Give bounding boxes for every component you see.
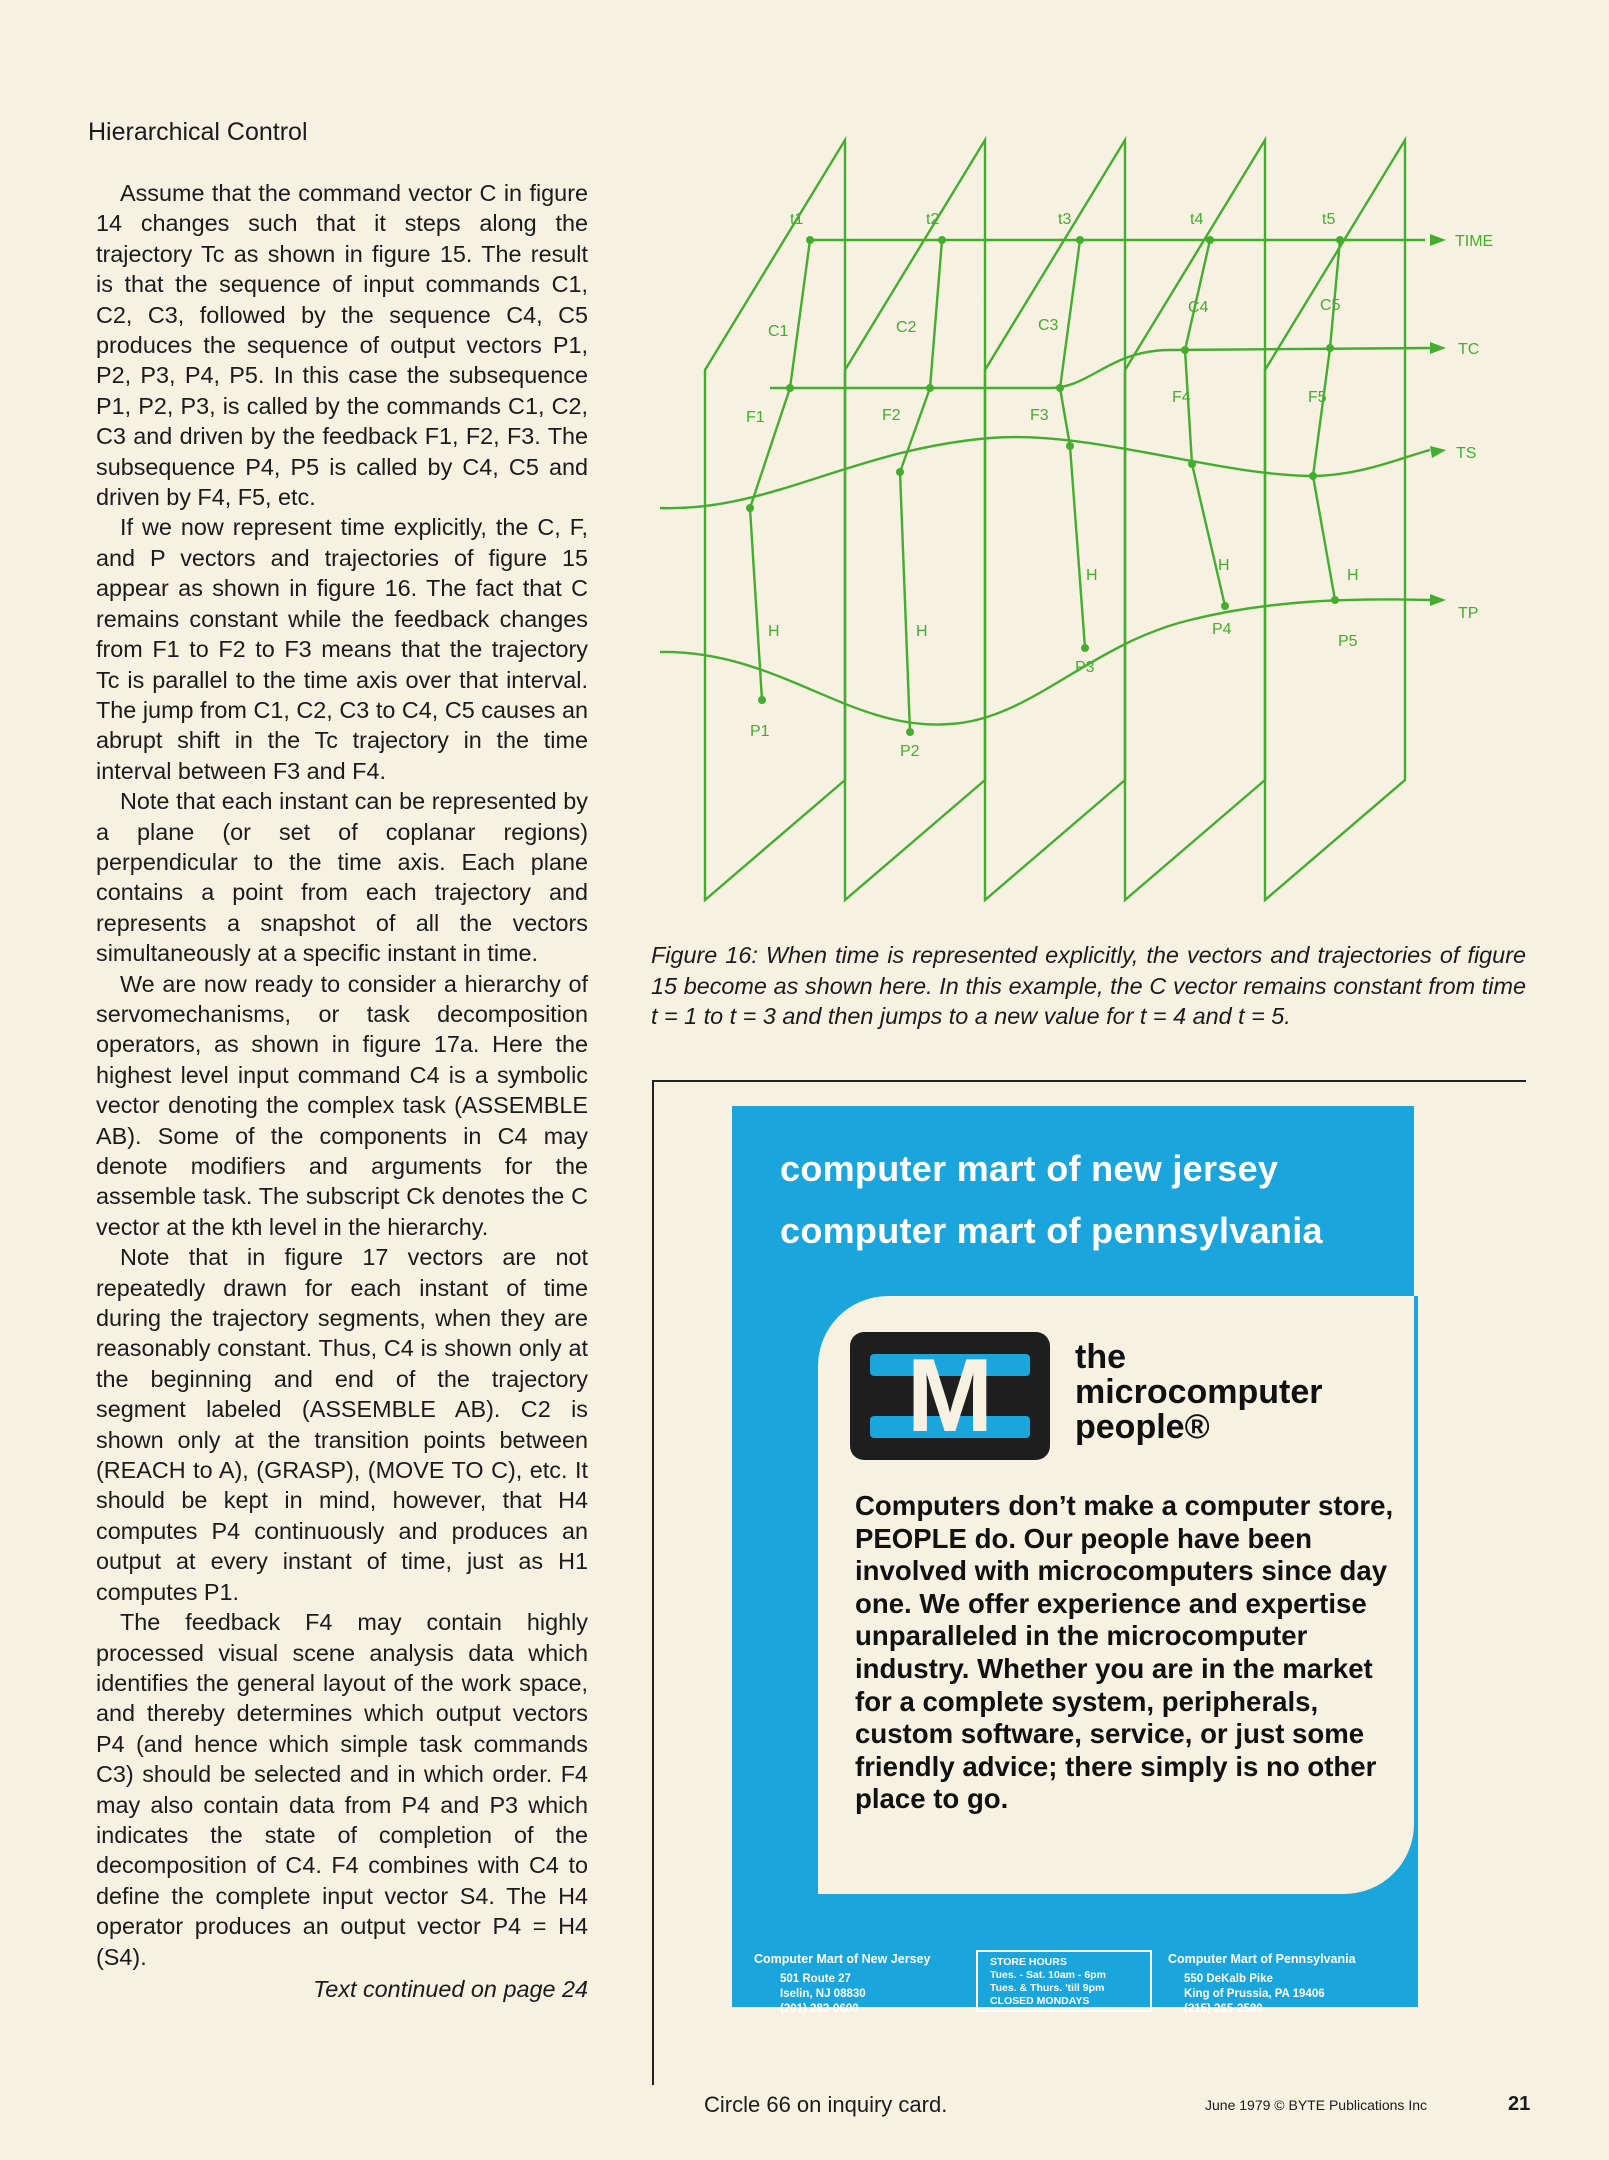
c-label: C5 xyxy=(1320,297,1341,314)
arrow-heads xyxy=(1430,234,1446,606)
ad-footer xyxy=(732,1940,1414,2015)
time-label: t5 xyxy=(1322,211,1336,228)
tagline-line: microcomputer xyxy=(1075,1373,1323,1411)
arrow xyxy=(930,240,942,388)
dependency-arrows xyxy=(750,240,1340,732)
arrow xyxy=(1060,388,1070,446)
f-label: F5 xyxy=(1308,389,1327,406)
arrow xyxy=(750,508,762,700)
trajectory-points xyxy=(746,236,1344,736)
point xyxy=(906,728,914,736)
point xyxy=(1331,596,1339,604)
p-label: P4 xyxy=(1212,621,1232,638)
point xyxy=(1188,460,1196,468)
arrow xyxy=(750,388,790,508)
arrow xyxy=(1185,350,1192,464)
figure-caption: Figure 16: When time is represented explicitly, the vectors and trajectories of figure 15 become as shown here. In this example, the C vector remains constant from time t = 1 to t = 3 and then jumps to a new value for t = 4 and t = 5. xyxy=(651,942,1526,1029)
time-plane xyxy=(705,140,845,900)
time-label: t2 xyxy=(926,211,940,228)
point xyxy=(926,384,934,392)
body-paragraph: Assume that the command vector C in figure 14 changes such that it steps along the trajectory Tc as shown in figure 15. The result is that the sequence of input commands C1, C2, C3, followed by the sequence C4, C5 produces the sequence of output vectors P1, P2, P3, P4, P5. In this case the subsequence P1, P2, P3, is called by the commands C1, C2, C3 and driven by the feedback F1, F2, F3. The subsequence P4, P5 is called by C4, C5 and driven by F4, F5, etc. xyxy=(96,180,588,511)
p-label: P1 xyxy=(750,723,770,740)
point xyxy=(786,384,794,392)
h-label: H xyxy=(1347,567,1359,584)
point xyxy=(1066,442,1074,450)
time-plane xyxy=(985,140,1125,900)
tagline-line: people® xyxy=(1075,1408,1210,1446)
nj-address-block xyxy=(754,1952,930,2017)
h-label: H xyxy=(916,623,928,640)
point xyxy=(1221,602,1229,610)
store-hours-title: STORE HOURS xyxy=(990,1956,1067,1968)
tp-axis-label: TP xyxy=(1458,605,1479,622)
time-plane xyxy=(845,140,985,900)
ad-rule-top xyxy=(652,1080,1526,1082)
body-paragraph: Note that each instant can be represented by a plane (or set of coplanar regions) perpendicular to the time axis. Each plane contains a point from each trajectory and represents a snapshot of all the vectors simultaneously at a specific instant in time. xyxy=(96,788,588,967)
c-label: C3 xyxy=(1038,317,1059,334)
tp-trajectory xyxy=(660,599,1430,724)
point xyxy=(1309,472,1317,480)
arrow xyxy=(1070,446,1085,648)
pa-address-line: 550 DeKalb Pike xyxy=(1184,1973,1273,1985)
h-label: H xyxy=(1086,567,1098,584)
store-hours-box xyxy=(976,1950,1152,2012)
time-plane xyxy=(1125,140,1265,900)
pa-phone: (215) 265-2580 xyxy=(1184,2003,1263,2015)
point xyxy=(896,468,904,476)
figure-16-diagram xyxy=(650,120,1530,920)
body-paragraph: If we now represent time explicitly, the C, F, and P vectors and trajectories of figure 15 appear as shown in figure 16. The fact that C remains constant while the feedback changes from F1 to F2 to F3 means that the trajectory Tc is parallel to the time axis over that interval. The jump from C1, C2, C3 to C4, C5 causes an abrupt shift in the Tc trajectory in the time interval between F3 and F4. xyxy=(96,514,588,784)
arrow-head xyxy=(1430,342,1446,354)
ad-store-nj: computer mart of new jersey xyxy=(780,1148,1279,1189)
f-label: F4 xyxy=(1172,389,1191,406)
tagline-line: the xyxy=(1075,1338,1126,1376)
point xyxy=(1181,346,1189,354)
f-label: F2 xyxy=(882,407,901,424)
c-label: C4 xyxy=(1188,299,1209,316)
ad-header-band xyxy=(732,1106,1414,1296)
running-header: Hierarchical Control xyxy=(88,118,308,146)
time-label: t4 xyxy=(1190,211,1204,228)
figure-labels xyxy=(746,211,1493,760)
inquiry-card-note: Circle 66 on inquiry card. xyxy=(704,2092,948,2117)
tc-axis-label: TC xyxy=(1458,341,1480,358)
page-number: 21 xyxy=(1508,2093,1531,2115)
time-planes xyxy=(705,140,1405,900)
pa-address-line: King of Prussia, PA 19406 xyxy=(1184,1988,1325,2000)
pa-store-name: Computer Mart of Pennsylvania xyxy=(1168,1952,1356,1966)
point xyxy=(1081,644,1089,652)
arrow xyxy=(900,388,930,472)
store-hours-line: Tues. & Thurs. 'till 9pm xyxy=(990,1982,1105,1994)
body-column xyxy=(96,178,588,2004)
ad-tagline xyxy=(1075,1340,1323,1445)
arrow-head xyxy=(1430,234,1446,246)
tc-trajectory xyxy=(770,348,1430,388)
p-label: P2 xyxy=(900,743,920,760)
body-paragraph: Note that in figure 17 vectors are not repeatedly drawn for each instant of time during the trajectory segments, when they are reasonably constant. Thus, C4 is shown only at the beginning and end of the trajectory segment labeled (ASSEMBLE AB). C2 is shown only at the transition points between (REACH to A), (GRASP), (MOVE TO C), etc. It should be kept in mind, however, that H4 computes P4 continuously and produces an output at every instant of time, just as H1 computes P1. xyxy=(96,1244,588,1605)
time-axis-label: TIME xyxy=(1455,233,1494,250)
arrow xyxy=(1313,476,1335,600)
time-label: t1 xyxy=(790,211,804,228)
store-hours-line: CLOSED MONDAYS xyxy=(990,1995,1090,2007)
p-label: P5 xyxy=(1338,633,1358,650)
publication-line: June 1979 © BYTE Publications Inc xyxy=(1205,2097,1427,2113)
c-label: C1 xyxy=(768,323,789,340)
f-label: F3 xyxy=(1030,407,1049,424)
point xyxy=(758,696,766,704)
f-label: F1 xyxy=(746,409,765,426)
point xyxy=(938,236,946,244)
continuation-note: Text continued on page 24 xyxy=(313,1975,588,2002)
logo-m-glyph: M xyxy=(906,1338,994,1454)
point xyxy=(1076,236,1084,244)
arrow-head xyxy=(1430,594,1446,606)
ts-axis-label: TS xyxy=(1456,445,1477,462)
arrow xyxy=(1060,240,1080,388)
point xyxy=(1336,236,1344,244)
pa-address-block xyxy=(1168,1952,1356,2017)
point xyxy=(1206,236,1214,244)
arrow-head xyxy=(1430,446,1446,458)
nj-store-name: Computer Mart of New Jersey xyxy=(754,1952,931,1966)
arrow xyxy=(790,240,810,388)
body-paragraph: The feedback F4 may contain highly processed visual scene analysis data which identifies the general layout of the work space, and thereby determines which output vectors P4 (and hence which simple task commands C3) should be selected and in which order. F4 may also contain data from P4 and P3 which indicates the state of completion of the decomposition of C4. F4 combines with C4 to define the complete input vector S4. The H4 operator produces an output vector P4 = H4 (S4). xyxy=(96,1609,588,1970)
time-plane xyxy=(1265,140,1405,900)
point xyxy=(806,236,814,244)
ad-body-copy: Computers don’t make a computer store, PEOPLE do. Our people have been involved with microcomputers since day one. We offer experience and expertise unparalleled in the microcomputer industry. Whether you are in the market for a complete system, peripherals, custom software, service, or just some friendly advice; there simply is no other place to go. xyxy=(855,1490,1394,1815)
time-label: t3 xyxy=(1058,211,1072,228)
p-label: P3 xyxy=(1075,659,1095,676)
h-label: H xyxy=(1218,557,1230,574)
c-label: C2 xyxy=(896,319,917,336)
point xyxy=(1056,384,1064,392)
h-label: H xyxy=(768,623,780,640)
nj-address-line: 501 Route 27 xyxy=(780,1973,851,1985)
point xyxy=(1326,344,1334,352)
arrow xyxy=(900,472,910,732)
body-paragraph: We are now ready to consider a hierarchy of servomechanisms, or task decomposition operators, as shown in figure 17a. Here the highest level input command C4 is a symbolic vector denoting the complex task (ASSEMBLE AB). Some of the components in C4 may denote modifiers and arguments for the assemble task. The subscript Ck denotes the C vector at the kth level in the hierarchy. xyxy=(96,970,588,1240)
point xyxy=(746,504,754,512)
computer-mart-logo-icon xyxy=(850,1332,1050,1460)
nj-phone: (201) 283-0600 xyxy=(780,2003,859,2015)
store-hours-line: Tues. - Sat. 10am - 6pm xyxy=(990,1969,1106,1981)
arrow xyxy=(1192,464,1225,606)
arrow xyxy=(1313,348,1330,476)
ad-rule-left xyxy=(652,1080,654,2085)
ad-store-pa: computer mart of pennsylvania xyxy=(780,1210,1323,1251)
arrow xyxy=(1185,240,1210,350)
nj-address-line: Iselin, NJ 08830 xyxy=(780,1988,866,2000)
